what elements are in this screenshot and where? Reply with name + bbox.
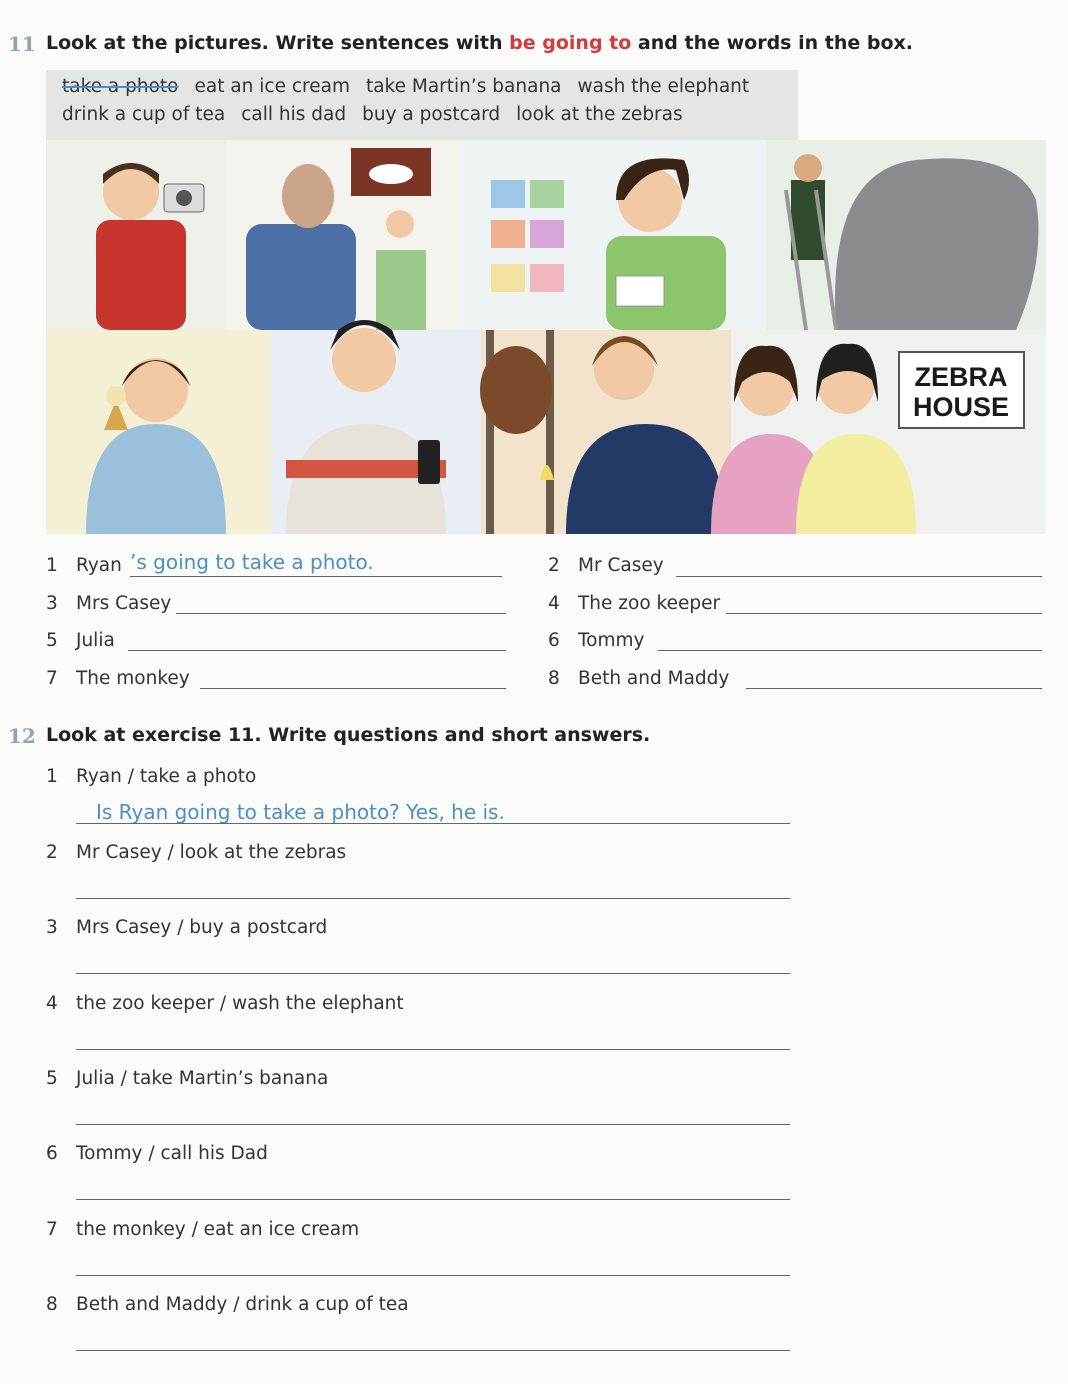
question-prompt: Mrs Casey / buy a postcard: [76, 917, 328, 938]
sentence-5-line[interactable]: [128, 650, 506, 651]
question-prompt: Ryan / take a photo: [76, 766, 257, 787]
question-3-line[interactable]: [76, 973, 790, 974]
question-prompt: Tommy / call his Dad: [76, 1143, 268, 1164]
sentence-subject: Mr Casey: [578, 555, 664, 576]
sentence-number: 6: [548, 630, 560, 651]
sentence-subject: Julia: [76, 630, 115, 651]
question-4-line[interactable]: [76, 1049, 790, 1050]
question-prompt: Julia / take Martin’s banana: [76, 1068, 329, 1089]
sentence-2-line[interactable]: [676, 576, 1042, 577]
sentence-3: [46, 593, 171, 614]
sentence-number: 8: [548, 668, 560, 689]
question-1: [46, 766, 256, 787]
panel-mrs-casey-postcard: [461, 140, 766, 330]
sentence-4: [548, 593, 720, 614]
question-number: 6: [46, 1143, 58, 1164]
panel-ryan-photo: [46, 140, 226, 330]
sentence-2: [548, 555, 664, 576]
word-take-banana: take Martin’s banana: [365, 76, 562, 97]
sentence-1-line: [130, 576, 502, 577]
question-prompt: Mr Casey / look at the zebras: [76, 842, 347, 863]
exercise-11-title: [46, 32, 913, 54]
question-number: 2: [46, 842, 58, 863]
question-5-line[interactable]: [76, 1124, 790, 1125]
sentence-7-line[interactable]: [200, 688, 506, 689]
question-3: [46, 917, 327, 938]
sentence-number: 7: [46, 668, 58, 689]
word-look-zebras: look at the zebras: [516, 104, 683, 125]
sentence-1: [46, 555, 122, 576]
sentence-4-line[interactable]: [726, 613, 1042, 614]
sentence-5: [46, 630, 115, 651]
title-highlight: be going to: [509, 32, 632, 54]
sentence-number: 4: [548, 593, 560, 614]
question-2: [46, 842, 346, 863]
title-text-start: Look at the pictures. Write sentences with: [46, 32, 510, 54]
sentence-7: [46, 668, 190, 689]
sentence-number: 5: [46, 630, 58, 651]
question-1-answer[interactable]: Is Ryan going to take a photo? Yes, he is.: [96, 800, 505, 824]
word-box-row-1: [62, 76, 765, 97]
question-7: [46, 1219, 359, 1240]
sentence-subject: Ryan: [76, 555, 122, 576]
sentence-1-answer[interactable]: ’s going to take a photo.: [130, 550, 374, 574]
panel-julia-ice-cream: [46, 330, 271, 534]
sentence-number: 2: [548, 555, 560, 576]
question-number: 3: [46, 917, 58, 938]
question-2-line[interactable]: [76, 898, 790, 899]
question-1-line: [76, 823, 790, 824]
sentence-6-line[interactable]: [658, 650, 1042, 651]
word-eat-ice-cream: eat an ice cream: [194, 76, 350, 97]
question-8: [46, 1294, 409, 1315]
exercise-12-number: 12: [8, 724, 36, 748]
question-prompt: the monkey / eat an ice cream: [76, 1219, 360, 1240]
question-number: 4: [46, 993, 58, 1014]
exercise-11-number: 11: [8, 32, 36, 56]
question-7-line[interactable]: [76, 1275, 790, 1276]
panel-beth-maddy-zebras: [711, 330, 1046, 534]
sentence-number: 1: [46, 555, 58, 576]
word-buy-postcard: buy a postcard: [362, 104, 501, 125]
sentence-8: [548, 668, 729, 689]
panel-mr-casey-tea: [226, 140, 461, 330]
sentence-6: [548, 630, 644, 651]
sentence-8-line[interactable]: [746, 688, 1042, 689]
word-call-dad: call his dad: [241, 104, 347, 125]
question-5: [46, 1068, 328, 1089]
word-box-row-2: [62, 104, 699, 125]
sign-line-1: ZEBRA: [914, 362, 1008, 392]
question-6-line[interactable]: [76, 1199, 790, 1200]
question-8-line[interactable]: [76, 1350, 790, 1351]
exercise-12-title: Look at exercise 11. Write questions and short answers.: [46, 724, 651, 746]
question-prompt: Beth and Maddy / drink a cup of tea: [76, 1294, 409, 1315]
question-number: 8: [46, 1294, 58, 1315]
panel-tommy-phone: [271, 320, 481, 534]
sentence-subject: The zoo keeper: [578, 593, 721, 614]
question-4: [46, 993, 404, 1014]
question-number: 1: [46, 766, 58, 787]
word-wash-elephant: wash the elephant: [577, 76, 750, 97]
zoo-illustration: [46, 140, 1046, 534]
question-6: [46, 1143, 268, 1164]
question-number: 5: [46, 1068, 58, 1089]
word-take-a-photo: take a photo: [62, 76, 179, 97]
panel-monkey-banana: [480, 330, 731, 534]
sentence-subject: Mrs Casey: [76, 593, 172, 614]
question-prompt: the zoo keeper / wash the elephant: [76, 993, 404, 1014]
sentence-subject: Beth and Maddy: [578, 668, 730, 689]
sentence-subject: Tommy: [578, 630, 645, 651]
word-box: [46, 70, 798, 140]
title-text-end: and the words in the box.: [631, 32, 913, 54]
panel-zookeeper-elephant: [766, 140, 1046, 330]
sentence-number: 3: [46, 593, 58, 614]
word-drink-tea: drink a cup of tea: [62, 104, 226, 125]
sentence-3-line[interactable]: [176, 613, 506, 614]
sign-line-2: HOUSE: [912, 392, 1010, 422]
question-number: 7: [46, 1219, 58, 1240]
sentence-subject: The monkey: [76, 668, 190, 689]
